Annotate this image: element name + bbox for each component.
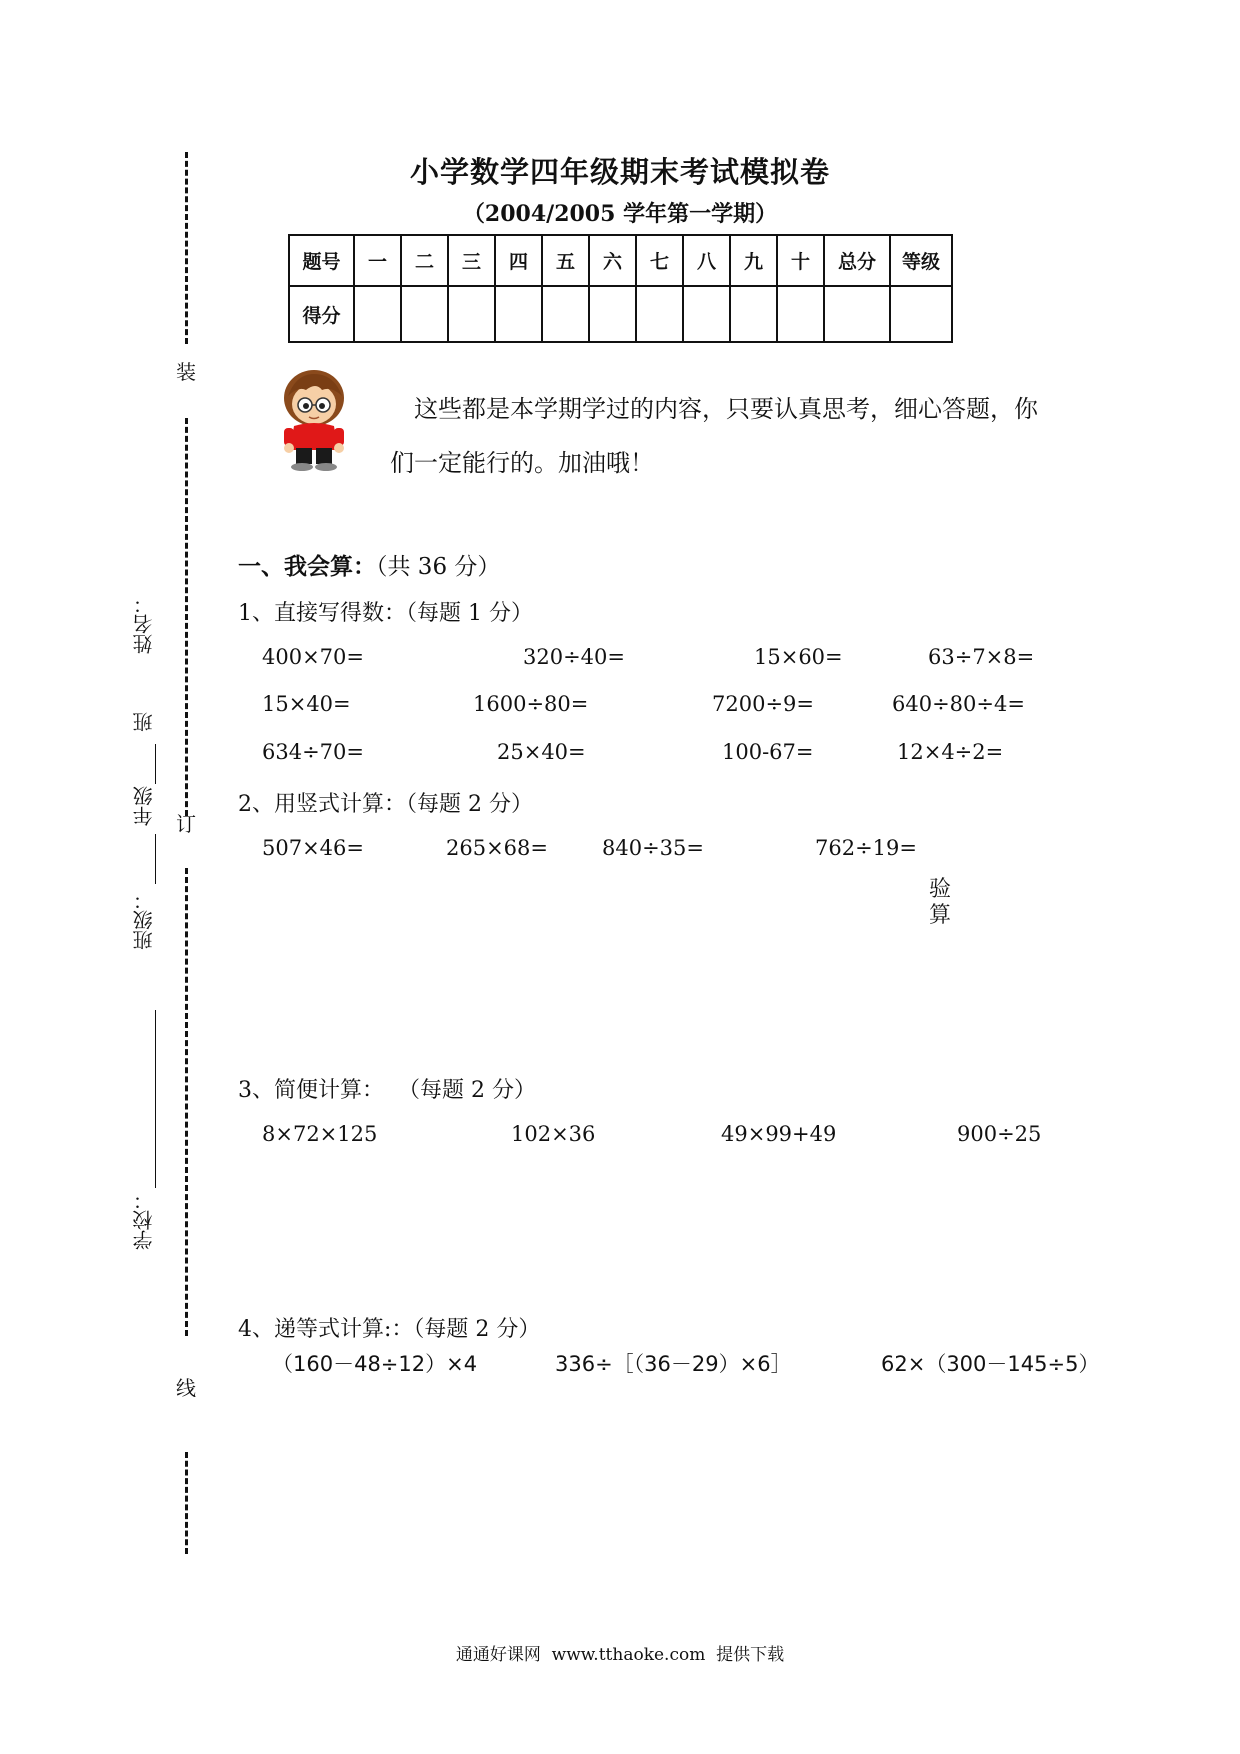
school-label: 学校： xyxy=(132,1190,156,1250)
score-header-cell: 一 xyxy=(354,235,401,286)
q2-title: 2、用竖式计算：（每题 2 分） xyxy=(238,792,533,817)
q4-item: 62×（300－145÷5） xyxy=(881,1352,1100,1376)
score-input-cell[interactable] xyxy=(448,286,495,342)
score-header-cell: 十 xyxy=(777,235,824,286)
q3-title: 3、简便计算： （每题 2 分） xyxy=(238,1078,536,1103)
score-header-cell: 总分 xyxy=(824,235,890,286)
grade-blank-line xyxy=(155,744,156,784)
page-subtitle: （2004/2005 学年第一学期） xyxy=(462,201,778,227)
q3-item: 8×72×125 xyxy=(262,1122,378,1146)
score-header-cell: 九 xyxy=(730,235,777,286)
score-header-cell: 四 xyxy=(495,235,542,286)
q1-title: 1、直接写得数：（每题 1 分） xyxy=(238,601,533,626)
score-header-cell: 二 xyxy=(401,235,448,286)
school-blank-line xyxy=(155,1010,156,1188)
section1-points: （共 36 分） xyxy=(376,554,501,580)
q1-item: 15×40= xyxy=(262,692,351,716)
q1-item: 320÷40= xyxy=(523,645,625,669)
score-header-cell: 六 xyxy=(589,235,636,286)
score-header-cell: 八 xyxy=(683,235,730,286)
score-header-cell: 三 xyxy=(448,235,495,286)
check-label-2: 算 xyxy=(929,903,952,928)
score-input-cell[interactable] xyxy=(777,286,824,342)
class-label-short: 班 xyxy=(132,712,156,732)
score-header-cell: 七 xyxy=(636,235,683,286)
cartoon-boy-icon xyxy=(276,368,352,472)
score-input-cell[interactable] xyxy=(824,286,890,342)
page-footer: 通通好课网 www.tthaoke.com 提供下载 xyxy=(455,1645,785,1665)
check-label-1: 验 xyxy=(929,877,952,902)
class-blank-line xyxy=(155,834,156,884)
q4-title: 4、递等式计算:：（每题 2 分） xyxy=(238,1317,541,1342)
score-input-cell[interactable] xyxy=(401,286,448,342)
grade-label: 年级 xyxy=(132,786,156,826)
q3-item: 49×99+49 xyxy=(721,1122,837,1146)
q1-item: 63÷7×8= xyxy=(928,645,1035,669)
score-table xyxy=(288,234,953,343)
q4-item: 336÷［（36－29）×6］ xyxy=(555,1352,792,1376)
binding-line-segment xyxy=(185,418,188,816)
binding-char-ding: 订 xyxy=(176,812,196,836)
q1-item: 400×70= xyxy=(262,645,364,669)
q2-item: 265×68= xyxy=(446,836,548,860)
score-row-label: 得分 xyxy=(289,286,354,342)
q4-item: （160－48÷12）×4 xyxy=(272,1352,478,1376)
q1-item: 15×60= xyxy=(754,645,843,669)
score-input-cell[interactable] xyxy=(542,286,589,342)
q1-item: 634÷70= xyxy=(262,740,364,764)
name-label: 姓名： xyxy=(132,594,156,654)
score-header-cell: 题号 xyxy=(289,235,354,286)
score-input-cell[interactable] xyxy=(683,286,730,342)
q2-item: 840÷35= xyxy=(602,836,704,860)
q3-item: 900÷25 xyxy=(957,1122,1042,1146)
score-header-cell: 等级 xyxy=(890,235,952,286)
score-input-cell[interactable] xyxy=(354,286,401,342)
score-table-header-row xyxy=(289,235,952,286)
score-header-cell: 五 xyxy=(542,235,589,286)
score-input-cell[interactable] xyxy=(730,286,777,342)
section1-title: 一、我会算： xyxy=(238,554,376,580)
q2-item: 762÷19= xyxy=(815,836,917,860)
binding-char-xian: 线 xyxy=(176,1376,196,1400)
score-input-cell[interactable] xyxy=(589,286,636,342)
q3-item: 102×36 xyxy=(511,1122,596,1146)
intro-text: 这些都是本学期学过的内容，只要认真思考，细心答题，你们一定能行的。加油哦！ xyxy=(390,395,1038,477)
q1-item: 1600÷80= xyxy=(473,692,589,716)
q2-item: 507×46= xyxy=(262,836,364,860)
binding-char-zhuang: 装 xyxy=(176,360,196,384)
class-grade-label: 班级： xyxy=(132,890,156,950)
score-table-score-row xyxy=(289,286,952,342)
score-input-cell[interactable] xyxy=(636,286,683,342)
q1-item: 25×40= xyxy=(497,740,586,764)
score-input-cell[interactable] xyxy=(890,286,952,342)
q1-item: 100-67= xyxy=(722,740,814,764)
q1-item: 7200÷9= xyxy=(712,692,814,716)
score-input-cell[interactable] xyxy=(495,286,542,342)
section1-heading xyxy=(238,548,500,581)
binding-line-segment xyxy=(185,1452,188,1554)
q1-item: 12×4÷2= xyxy=(897,740,1004,764)
q1-item: 640÷80÷4= xyxy=(892,692,1025,716)
binding-line-segment xyxy=(185,868,188,1336)
page-title: 小学数学四年级期末考试模拟卷 xyxy=(409,155,830,189)
